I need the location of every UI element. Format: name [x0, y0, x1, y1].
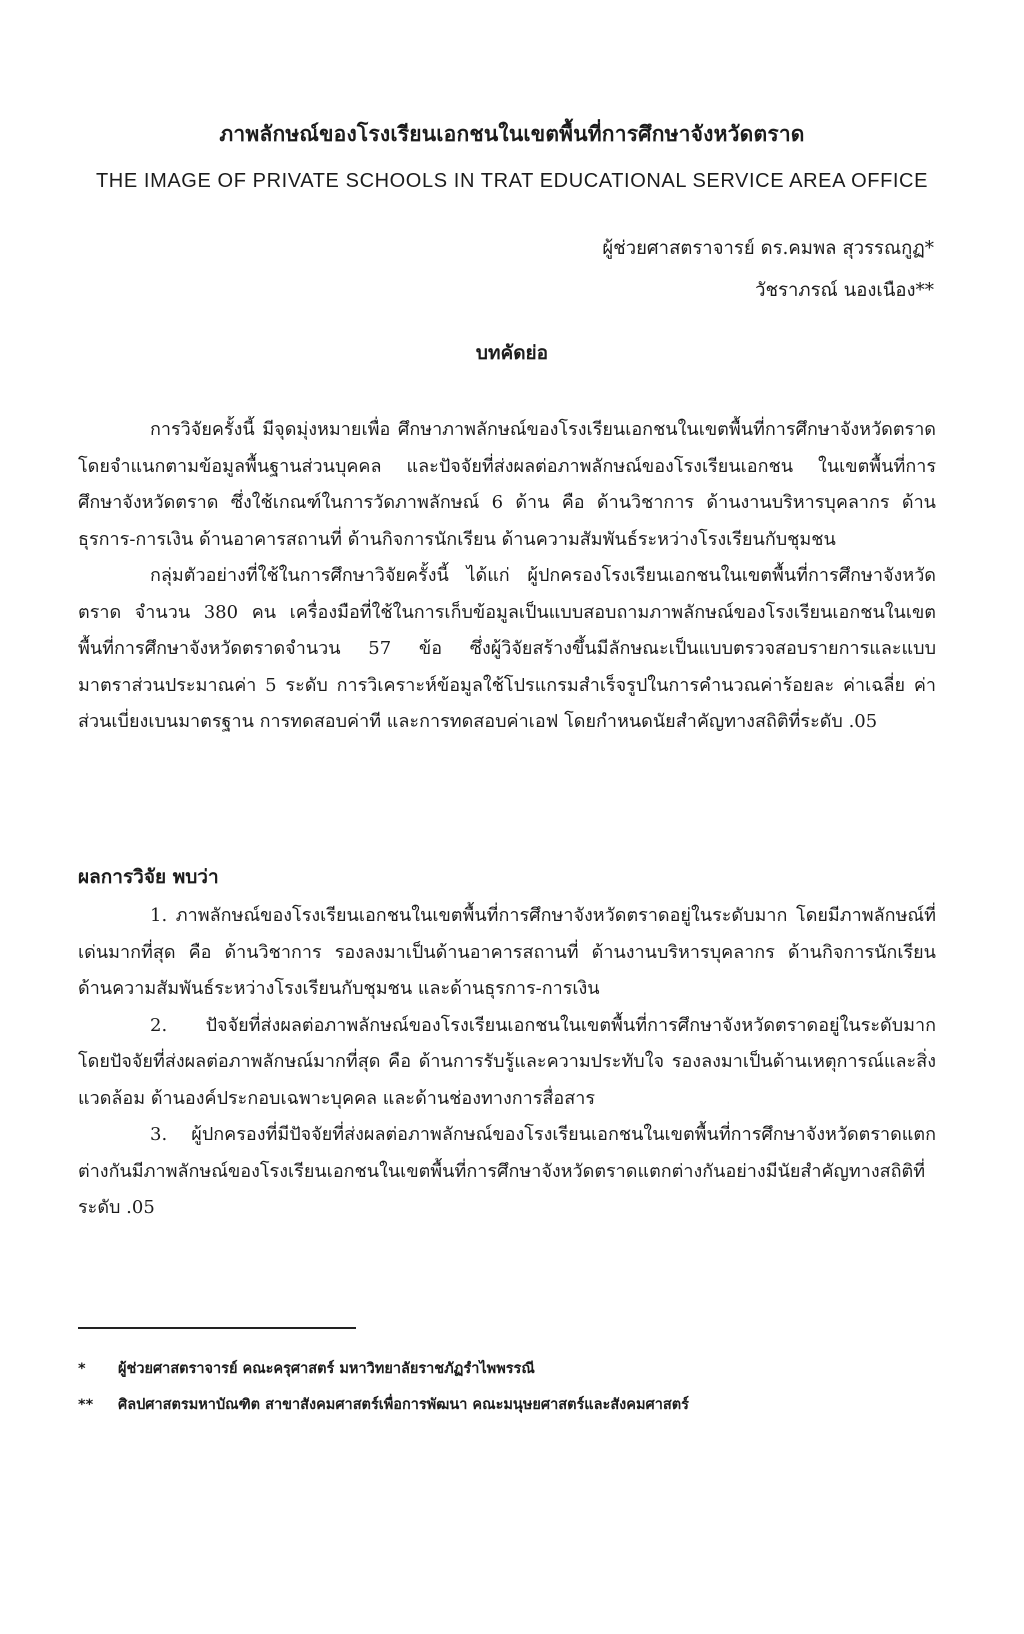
- title-english: THE IMAGE OF PRIVATE SCHOOLS IN TRAT EDUCATIONAL SERVICE AREA OFFICE: [95, 170, 929, 192]
- abstract-heading: บทคัดย่อ: [475, 342, 549, 364]
- footnote-2: [78, 1387, 948, 1423]
- author-1: ผู้ช่วยศาสตราจารย์ ดร.คมพล สุวรรณกูฏ*: [602, 238, 934, 259]
- results-heading: ผลการวิจัย พบว่า: [78, 866, 219, 888]
- results-body: [78, 898, 936, 1227]
- footnote-divider: [78, 1327, 356, 1329]
- abstract-paragraph-1: การวิจัยครั้งนี้ มีจุดมุ่งหมายเพื่อ ศึกษาภาพลักษณ์ของโรงเรียนเอกชนในเขตพื้นที่การศึกษาจังหวัดตราด โดยจำแนกตามข้อมูลพื้นฐานส่วนบุคคล และปัจจัยที่ส่งผลต่อภาพลักษณ์ของโรงเรียนเอกชน ในเขตพื้นที่การศึกษาจังหวัดตราด ซึ่งใช้เกณฑ์ในการวัดภาพลักษณ์ 6 ด้าน คือ ด้านวิชาการ ด้านงานบริหารบุคลากร ด้านธุรการ-การเงิน ด้านอาคารสถานที่ ด้านกิจการนักเรียน ด้านความสัมพันธ์ระหว่างโรงเรียนกับชุมชน: [78, 419, 936, 550]
- author-2: วัชราภรณ์ นองเนือง**: [755, 280, 934, 301]
- results-item-2: 2. ปัจจัยที่ส่งผลต่อภาพลักษณ์ของโรงเรียนเอกชนในเขตพื้นที่การศึกษาจังหวัดตราดอยู่ในระดับมาก โดยปัจจัยที่ส่งผลต่อภาพลักษณ์มากที่สุด คือ ด้านการรับรู้และความประทับใจ รองลงมาเป็นด้านเหตุการณ์และสิ่งแวดล้อม ด้านองค์ประกอบเฉพาะบุคคล และด้านช่องทางการสื่อสาร: [78, 1014, 936, 1109]
- footnote-mark-1: *: [78, 1361, 86, 1377]
- footnote-mark-2: **: [78, 1397, 94, 1413]
- footnotes: [78, 1351, 948, 1423]
- results-item-1: 1. ภาพลักษณ์ของโรงเรียนเอกชนในเขตพื้นที่การศึกษาจังหวัดตราดอยู่ในระดับมาก โดยมีภาพลักษณ์ที่เด่นมากที่สุด คือ ด้านวิชาการ รองลงมาเป็นด้านอาคารสถานที่ ด้านงานบริหารบุคลากร ด้านกิจการนักเรียน ด้านความสัมพันธ์ระหว่างโรงเรียนกับชุมชน และด้านธุรการ-การเงิน: [78, 905, 936, 999]
- footnote-1: [78, 1351, 948, 1387]
- results-item-3: 3. ผู้ปกครองที่มีปัจจัยที่ส่งผลต่อภาพลักษณ์ของโรงเรียนเอกชนในเขตพื้นที่การศึกษาจังหวัดตราดแตกต่างกันมีภาพลักษณ์ของโรงเรียนเอกชนในเขตพื้นที่การศึกษาจังหวัดตราดแตกต่างกันอย่างมีนัยสำคัญทางสถิติที่ระดับ .05: [78, 1124, 936, 1218]
- title-thai: ภาพลักษณ์ของโรงเรียนเอกชนในเขตพื้นที่การศึกษาจังหวัดตราด: [219, 122, 805, 146]
- footnote-text-1: ผู้ช่วยศาสตราจารย์ คณะครุศาสตร์ มหาวิทยาลัยราชภัฏรำไพพรรณี: [118, 1361, 535, 1377]
- abstract-body: [78, 412, 936, 741]
- footnote-text-2: ศิลปศาสตรมหาบัณฑิต สาขาสังคมศาสตร์เพื่อการพัฒนา คณะมนุษยศาสตร์และสังคมศาสตร์: [118, 1397, 689, 1413]
- author-list: [602, 228, 934, 312]
- abstract-paragraph-2: กลุ่มตัวอย่างที่ใช้ในการศึกษาวิจัยครั้งนี้ ได้แก่ ผู้ปกครองโรงเรียนเอกชนในเขตพื้นที่การศึกษาจังหวัดตราด จำนวน 380 คน เครื่องมือที่ใช้ในการเก็บข้อมูลเป็นแบบสอบถามภาพลักษณ์ของโรงเรียนเอกชนในเขตพื้นที่การศึกษาจังหวัดตราดจำนวน 57 ข้อ ซึ่งผู้วิจัยสร้างขึ้นมีลักษณะเป็นแบบตรวจสอบรายการและแบบมาตราส่วนประมาณค่า 5 ระดับ การวิเคราะห์ข้อมูลใช้โปรแกรมสำเร็จรูปในการคำนวณค่าร้อยละ ค่าเฉลี่ย ค่าส่วนเบี่ยงเบนมาตรฐาน การทดสอบค่าที และการทดสอบค่าเอฟ โดยกำหนดนัยสำคัญทางสถิติที่ระดับ .05: [78, 565, 936, 732]
